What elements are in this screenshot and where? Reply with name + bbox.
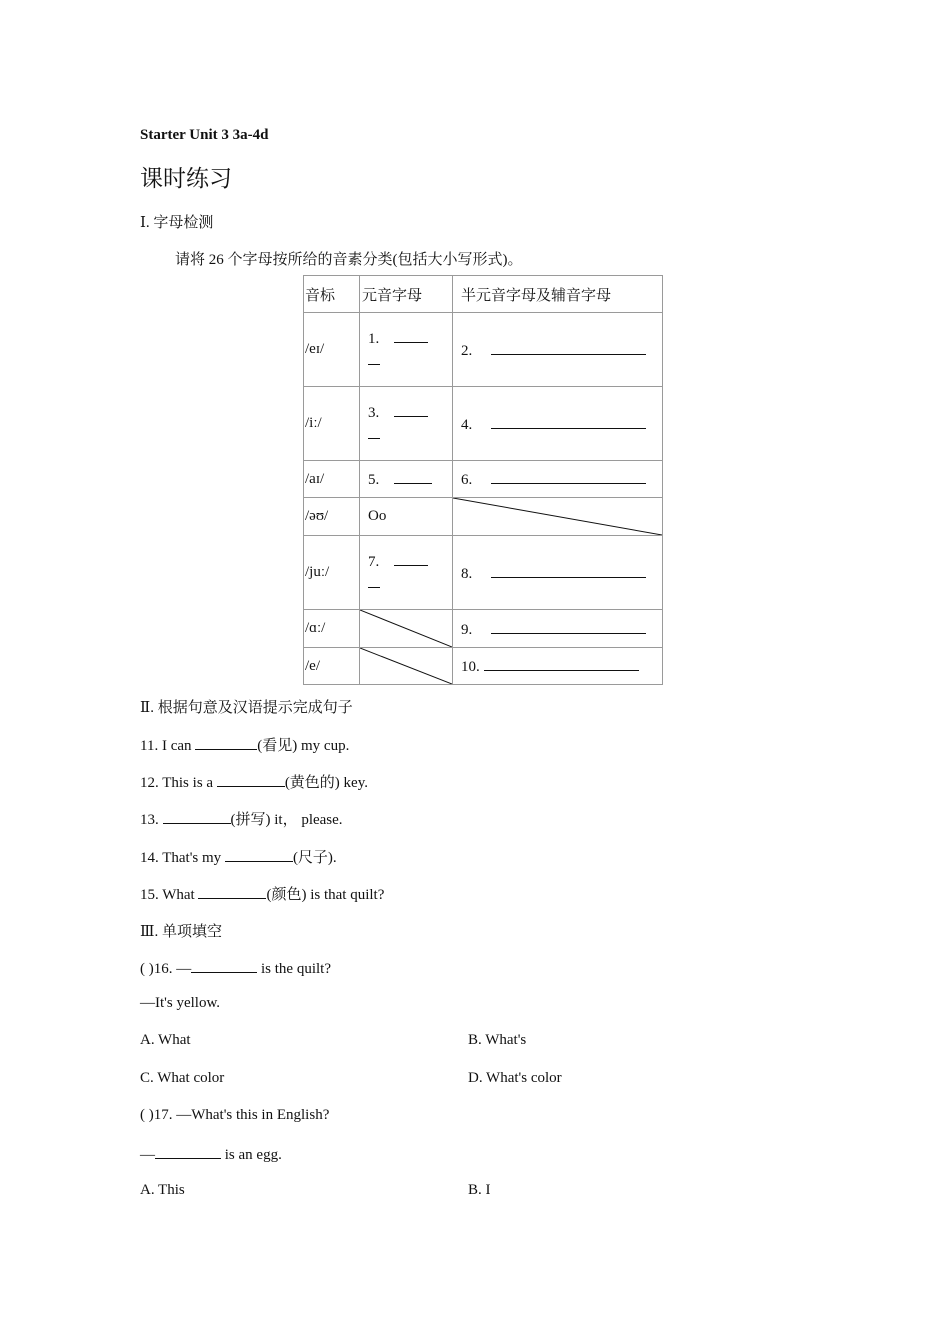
sentence-hint: (尺子).	[292, 850, 337, 866]
phoneme-cell: /iː/	[304, 387, 360, 461]
item-number: 1.	[368, 330, 380, 347]
phoneme-cell: /eɪ/	[304, 313, 360, 387]
sentence-item	[140, 846, 337, 867]
question-text: is an egg.	[221, 1147, 282, 1163]
phoneme-table	[303, 275, 663, 685]
crossed-cell	[360, 648, 453, 685]
question-text: is the quilt?	[257, 961, 331, 977]
answer-blank[interactable]	[191, 958, 257, 973]
table-row	[304, 498, 663, 536]
vowel-cell	[360, 387, 453, 461]
phoneme-cell: /aɪ/	[304, 461, 360, 498]
sentence-item	[140, 734, 349, 755]
item-number: 9.	[461, 621, 473, 638]
option-b[interactable]: B. I	[468, 1182, 491, 1198]
consonant-cell	[453, 387, 663, 461]
table-row	[304, 387, 663, 461]
answer-blank[interactable]	[225, 847, 293, 862]
section2-title: Ⅱ. 根据句意及汉语提示完成句子	[140, 700, 353, 716]
item-number: 2.	[461, 342, 473, 359]
item-number: 10.	[461, 659, 480, 675]
item-number: 4.	[461, 416, 473, 433]
answer-blank[interactable]	[195, 735, 257, 750]
diagonal-line	[360, 610, 452, 647]
option-a[interactable]: A. This	[140, 1182, 185, 1198]
question-17-stem: ( )17. —What's this in English?	[140, 1107, 330, 1123]
section1-instruction: 请将 26 个字母按所给的音素分类(包括大小写形式)。	[175, 252, 523, 268]
item-number: 3.	[368, 404, 380, 421]
option-a[interactable]: A. What	[140, 1032, 191, 1048]
sentence-hint: (拼写) it， please.	[230, 812, 343, 828]
crossed-cell	[453, 498, 663, 536]
answer-blank[interactable]	[394, 402, 428, 417]
option-c[interactable]: C. What color	[140, 1070, 225, 1086]
answer-blank[interactable]	[491, 619, 646, 634]
sentence-text: 13.	[140, 812, 163, 828]
section3-title: Ⅲ. 单项填空	[140, 924, 222, 940]
answer-blank[interactable]	[217, 772, 285, 787]
consonant-cell	[453, 610, 663, 648]
question-17-answer-line	[140, 1144, 282, 1164]
sentence-text: 11. I can	[140, 738, 196, 754]
phoneme-cell: /e/	[304, 648, 360, 685]
unit-title: Starter Unit 3 3a-4d	[140, 127, 269, 143]
question-text: ( )16. —	[140, 961, 192, 977]
question-text: —	[140, 1147, 155, 1163]
sentence-text: 15. What	[140, 887, 199, 903]
answer-blank[interactable]	[491, 340, 646, 355]
sentence-hint: (黄色的) key.	[284, 775, 368, 791]
table-row	[304, 461, 663, 498]
phoneme-cell: /ɑː/	[304, 610, 360, 648]
table-row	[304, 313, 663, 387]
item-number: 8.	[461, 565, 473, 582]
table-row	[304, 610, 663, 648]
phoneme-cell: /əʊ/	[304, 498, 360, 536]
question-16-stem	[140, 958, 331, 978]
phoneme-cell: /juː/	[304, 536, 360, 610]
sentence-hint: (颜色) is that quilt?	[266, 887, 385, 903]
consonant-cell	[453, 461, 663, 498]
header-consonant: 半元音字母及辅音字母	[453, 276, 663, 313]
crossed-cell	[360, 610, 453, 648]
vowel-cell	[360, 313, 453, 387]
answer-blank-continued	[368, 424, 380, 439]
sentence-text: 14. That's my	[140, 850, 225, 866]
item-number: 5.	[368, 472, 380, 488]
question-16-answer-line: —It's yellow.	[140, 995, 221, 1011]
header-phoneme: 音标	[304, 276, 360, 313]
section1-title: Ⅰ. 字母检测	[140, 215, 214, 231]
answer-blank[interactable]	[394, 551, 428, 566]
answer-blank[interactable]	[394, 469, 432, 484]
answer-blank[interactable]	[155, 1144, 221, 1159]
answer-blank[interactable]	[491, 469, 646, 484]
vowel-cell: Oo	[360, 498, 453, 536]
sentence-item	[140, 808, 343, 829]
answer-blank[interactable]	[198, 884, 266, 899]
sentence-item	[140, 883, 384, 904]
vowel-cell	[360, 536, 453, 610]
item-number: 7.	[368, 553, 380, 570]
table-row	[304, 648, 663, 685]
answer-blank[interactable]	[491, 563, 646, 578]
sentence-hint: (看见) my cup.	[257, 738, 350, 754]
answer-blank[interactable]	[484, 656, 639, 671]
item-number: 6.	[461, 472, 473, 488]
option-d[interactable]: D. What's color	[468, 1070, 562, 1086]
consonant-cell	[453, 648, 663, 685]
answer-blank-continued	[368, 573, 380, 588]
table-row	[304, 536, 663, 610]
header-vowel: 元音字母	[360, 276, 453, 313]
diagonal-line	[360, 648, 452, 684]
vowel-cell	[360, 461, 453, 498]
option-b[interactable]: B. What's	[468, 1032, 527, 1048]
consonant-cell	[453, 536, 663, 610]
diagonal-line	[453, 498, 662, 535]
sentence-text: 12. This is a	[140, 775, 217, 791]
answer-blank[interactable]	[163, 809, 231, 824]
answer-blank-continued	[368, 350, 380, 365]
answer-blank[interactable]	[491, 414, 646, 429]
consonant-cell	[453, 313, 663, 387]
page-heading: 课时练习	[140, 166, 232, 192]
answer-blank[interactable]	[394, 328, 428, 343]
table-header-row	[304, 276, 663, 313]
sentence-item	[140, 771, 368, 792]
